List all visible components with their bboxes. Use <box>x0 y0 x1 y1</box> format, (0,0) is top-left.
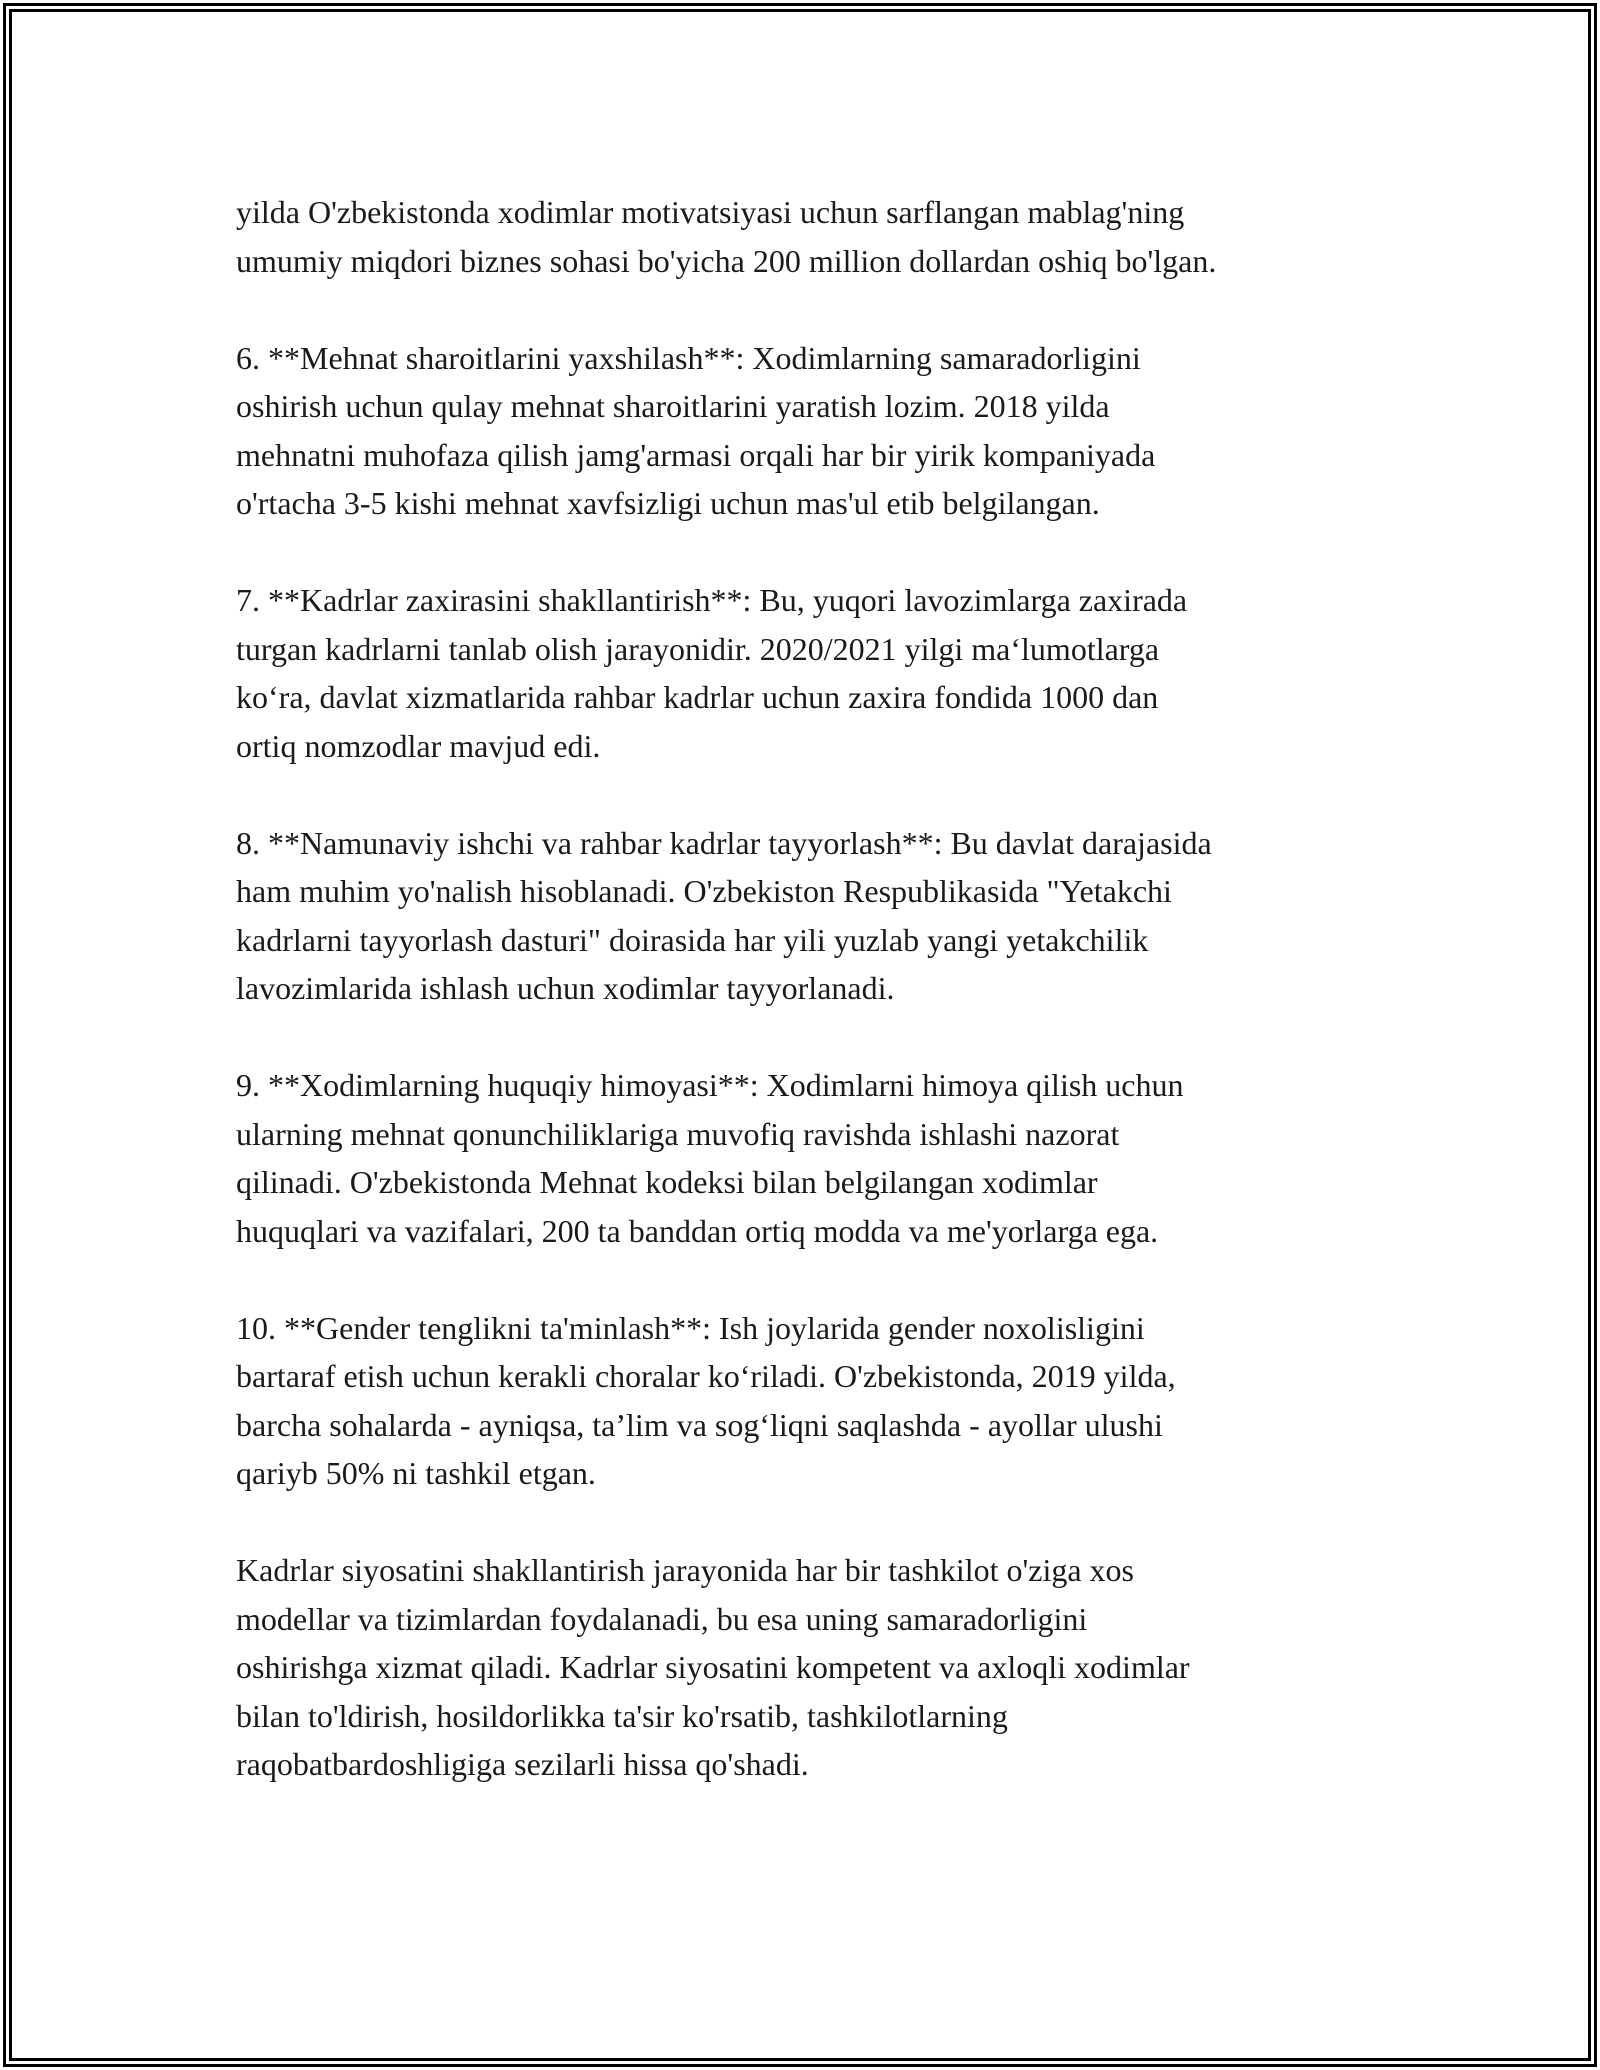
paragraph-item-8-leader-training: 8. **Namunaviy ishchi va rahbar kadrlar tayyorlash**: Bu davlat darajasida ham muhim yo'nalish hisoblanadi. O'zbekiston Respublikasida "Yetakchi kadrlarni tayyorlash dasturi" doirasida har yili yuzlab yangi yetakchilik lavozimlarida ishlash uchun xodimlar tayyorlanadi. <box>236 824 1212 1006</box>
paragraph-motivation-continued: yilda O'zbekistonda xodimlar motivatsiyasi uchun sarflangan mablag'ning umumiy miqdori biznes sohasi bo'yicha 200 million dollardan oshiq bo'lgan. <box>236 194 1217 279</box>
paragraph-item-6-working-conditions: 6. **Mehnat sharoitlarini yaxshilash**: Xodimlarning samaradorligini oshirish uchun qulay mehnat sharoitlarini yaratish lozim. 2018 yilda mehnatni muhofaza qilish jamg'armasi orqali har bir yirik kompaniyada o'rtacha 3-5 kishi mehnat xavfsizligi uchun mas'ul etib belgilangan. <box>236 339 1156 521</box>
paragraph-item-7-personnel-reserve: 7. **Kadrlar zaxirasini shakllantirish**: Bu, yuqori lavozimlarga zaxirada turgan kadrlarni tanlab olish jarayonidir. 2020/2021 yilgi ma‘lumotlarga ko‘ra, davlat xizmatlarida rahbar kadrlar uchun zaxira fondida 1000 dan ortiq nomzodlar mavjud edi. <box>236 582 1188 764</box>
paragraph-conclusion: Kadrlar siyosatini shakllantirish jarayonida har bir tashkilot o'ziga xos modellar va tizimlardan foydalanadi, bu esa uning samaradorligini oshirishga xizmat qiladi. Kadrlar siyosatini kompetent va axloqli xodimlar bilan to'ldirish, hosildorlikka ta'sir ko'rsatib, tashkilotlarning raqobatbardoshligiga sezilarli hissa qo'shadi. <box>236 1552 1190 1782</box>
paragraph-item-10-gender-equality: 10. **Gender tenglikni ta'minlash**: Ish joylarida gender noxolisligini bartaraf etish uchun kerakli choralar ko‘riladi. O'zbekistonda, 2019 yilda, barcha sohalarda - ayniqsa, ta’lim va sog‘liqni saqlashda - ayollar ulushi qariyb 50% ni tashkil etgan. <box>236 1309 1176 1491</box>
document-body <box>236 188 1366 1837</box>
paragraph-item-9-legal-protection: 9. **Xodimlarning huquqiy himoyasi**: Xodimlarni himoya qilish uchun ularning mehnat qonunchiliklariga muvofiq ravishda ishlashi nazorat qilinadi. O'zbekistonda Mehnat kodeksi bilan belgilangan xodimlar huquqlari va vazifalari, 200 ta banddan ortiq modda va me'yorlarga ega. <box>236 1067 1184 1249</box>
